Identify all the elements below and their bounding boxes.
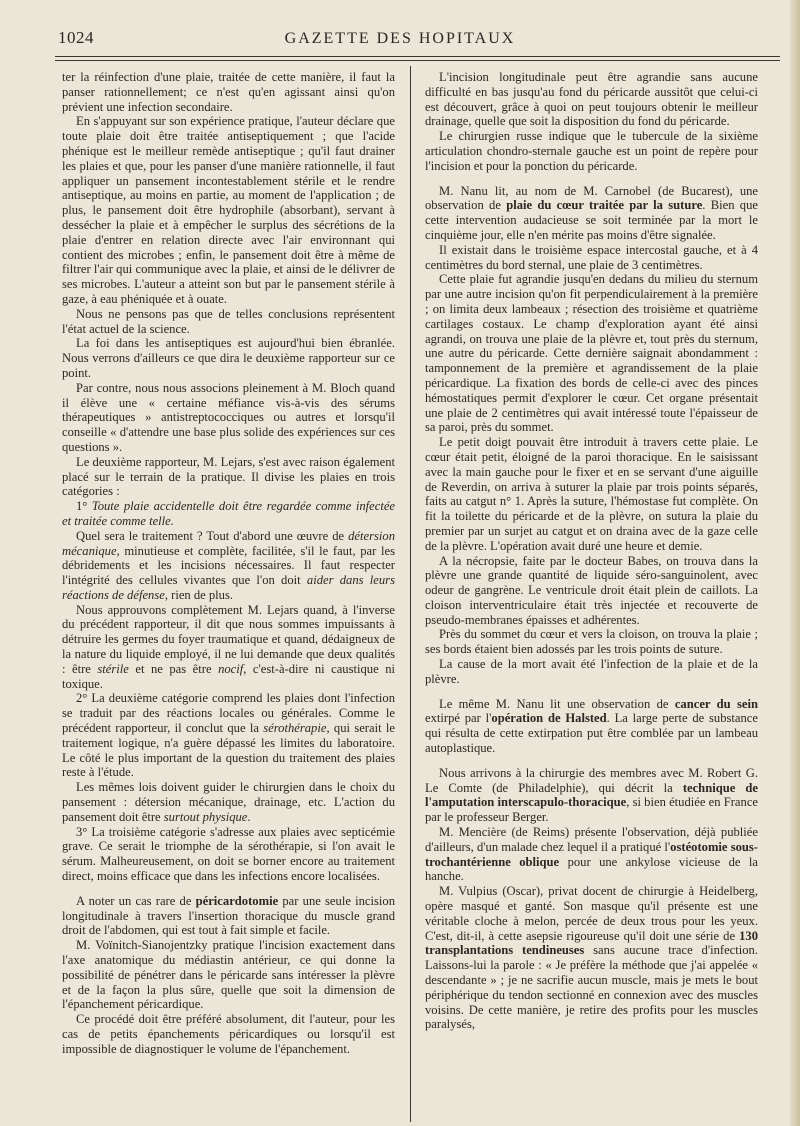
paragraph: M. Voïnitch-Sianojentzky pratique l'incision exactement dans l'axe anatomique du médiastin antérieur, ce qui donne la possibilité de pénétrer dans le péricarde sans intéresser la plèvre et de la façon la plus sûre, quelle que soit la dimension de l'épanchement péricardique. (62, 938, 395, 1012)
header-rule-thin (55, 60, 780, 61)
header-rule (55, 56, 780, 57)
page-edge (790, 0, 800, 1126)
running-title: GAZETTE DES HOPITAUX (284, 30, 516, 47)
paragraph: Nous arrivons à la chirurgie des membres avec M. Robert G. Le Comte (de Philadelphie), qui décrit la technique de l'amputation interscapulo-thoracique, si bien étudiée en France par le professeur Berger. (425, 765, 758, 825)
paragraph: A noter un cas rare de péricardotomie par une seule incision longitudinale à travers l'insertion thoracique du muscle grand droit de l'abdomen, qui est tout à fait simple et facile. (62, 893, 395, 938)
paragraph: M. Nanu lit, au nom de M. Carnobel (de Bucarest), une observation de plaie du cœur traitée par la suture. Bien que cette intervention audacieuse se soit terminée par la mort le cinquième jour, elle n'en mérite pas moins d'être signalée. (425, 183, 758, 242)
paragraph: En s'appuyant sur son expérience pratique, l'auteur déclare que toute plaie doit être traitée antiseptiquement ; que l'acide phénique est le meilleur remède antiseptique ; qu'il faut drainer les plaies et que, pour les panser d'une manière rationnelle, il faut appliquer un pansement incontestablement stérile et le rendre antiseptique, au moins en partie, au moment de l'application ; de plus, le pansement doit être hydrophile (absorbant), servant à dessécher la plaie et à empêcher le surplus des sécrétions de la plaie d'entrer en relation directe avec l'air environnant qui contient des microbes ; enfin, le pansement doit être à même de filtrer l'air qui communique avec la plaie, et ainsi de le délivrer de ses microbes. L'auteur a atteint son but par le pansement stérile à gaze, à eau phéniquée et à ouate. (62, 114, 395, 306)
paragraph: Ce procédé doit être préféré absolument, dit l'auteur, pour les cas de petits épanchements péricardiques ou lorsqu'il est impossible de diagnostiquer le volume de l'épanchement. (62, 1012, 395, 1056)
paragraph: M. Vulpius (Oscar), privat docent de chirurgie à Heidelberg, opère masqué et ganté. Son masque qu'il présente est une véritable cloche à melon, percée de deux trous pour les yeux. C'est, dit-il, à cette asepsie rigoureuse qu'il doit une série de 130 transplantations tendineuses sans aucune trace d'infection. Laissons-lui la parole : « Je préfère la méthode que j'ai appelée « descendante » ; je ne sacrifie aucun muscle, mais je mets le bout périphérique du tendon sectionné en connexion avec des muscles voisins. De cette manière, je retire des profits pour les muscles paralysés, (425, 884, 758, 1032)
paragraph: A la nécropsie, faite par le docteur Babes, on trouva dans la plèvre une grande quantité de liquide séro-sanguinolent, avec odeur de gangrène. Le ventricule droit était plein de caillots. La cloison interventriculaire était très injectée et recouverte de pseudo-membranes épaisses et adhérentes. (425, 553, 758, 627)
paragraph: Quel sera le traitement ? Tout d'abord une œuvre de détersion mécanique, minutieuse et complète, facilitée, s'il le faut, par les débridements et les incisions nécessaires. Il faut respecter l'intégrité des cellules vivantes que l'on doit aider dans leurs réactions de défense, rien de plus. (62, 528, 395, 602)
paragraph: Le même M. Nanu lit une observation de cancer du sein extirpé par l'opération de Halsted. La large perte de substance qui résulta de cette extirpation put être comblée par un lambeau autoplastique. (425, 696, 758, 756)
paragraph: 3° La troisième catégorie s'adresse aux plaies avec septicémie grave. Ce serait le triomphe de la sérothérapie, si l'on avait le sérum. Malheureusement, on doit se borner encore au traitement direct, moins efficace que dans les infections encore localisées. (62, 824, 395, 884)
paragraph: La foi dans les antiseptiques est aujourd'hui bien ébranlée. Nous verrons d'ailleurs ce que dira le deuxième rapporteur sur ce point. (62, 336, 395, 380)
paragraph: Le chirurgien russe indique que le tubercule de la sixième articulation chondro-sternale gauche est un point de repère pour l'incision et pour la ponction du péricarde. (425, 129, 758, 173)
paragraph: Le deuxième rapporteur, M. Lejars, s'est avec raison également placé sur le terrain de la pratique. Il divise les plaies en trois catégories : (62, 454, 395, 499)
left-column (62, 70, 395, 1120)
paragraph: Les mêmes lois doivent guider le chirurgien dans le choix du pansement : détersion mécanique, drainage, etc. L'action du pansement doit être surtout physique. (62, 780, 395, 824)
paragraph: 1° Toute plaie accidentelle doit être regardée comme infectée et traitée comme telle. (62, 499, 395, 528)
column-divider (410, 66, 411, 1122)
page-number: 1024 (58, 28, 94, 47)
paragraph: Le petit doigt pouvait être introduit à travers cette plaie. Le cœur était petit, éloigné de la paroi thoracique. En le saisissant avec la main gauche pour le fixer et en se servant d'une aiguille de Reverdin, on arriva à suturer la plaie par trois points séparés, faits au catgut n° 1. Après la suture, l'hémostase fut complète. On fit la toilette du péricarde et de la plèvre, on sutura la plaie du premier par un surjet au catgut et on draina avec de la gaze celle de la plèvre. L'opération avait duré une heure et demie. (425, 435, 758, 553)
paragraph: Nous ne pensons pas que de telles conclusions représentent l'état actuel de la science. (62, 306, 395, 336)
paragraph: La cause de la mort avait été l'infection de la plaie et de la plèvre. (425, 657, 758, 686)
paragraph: Cette plaie fut agrandie jusqu'en dedans du milieu du sternum par une autre incision qu'on fit perpendiculairement à la première ; on limita deux lambeaux ; résection des troisième et quatrième cartilages costaux. Le champ d'exploration ayant été ainsi agrandi, on trouva une plaie de la plèvre et, tout près du sternum, une autre du péricarde. Cette dernière saignait abondamment : tamponnement de la première et agrandissement de la plaie péricardique. La fixation des bords de celle-ci avec des pinces hémostatiques permit d'explorer le cœur. Cet organe présentait une plaie de 2 centimètres qui avait intéressé toute l'épaisseur de sa paroi, près du sommet. (425, 272, 758, 435)
paragraph: ter la réinfection d'une plaie, traitée de cette manière, il faut la panser rationnellement; ce n'est qu'en agissant ainsi qu'on prévient une infection secondaire. (62, 70, 395, 114)
paragraph: Par contre, nous nous associons pleinement à M. Bloch quand il élève une « certaine méfiance vis-à-vis des sérums thérapeutiques » antistreptococciques ou autres et lorsqu'il conseille « d'attendre une base plus solide des expériences sur ces questions ». (62, 380, 395, 454)
paragraph: Il existait dans le troisième espace intercostal gauche, et à 4 centimètres du bord sternal, une plaie de 3 centimètres. (425, 242, 758, 272)
paragraph: M. Mencière (de Reims) présente l'observation, déjà publiée d'ailleurs, d'un malade chez lequel il a pratiqué l'ostéotomie sous-trochantérienne oblique pour une ankylose vicieuse de la hanche. (425, 825, 758, 884)
paragraph: Nous approuvons complètement M. Lejars quand, à l'inverse du précédent rapporteur, il dit que nous sommes impuissants à détruire les germes du foyer traumatique et quand, dédaigneux de la nature du liquide employé, il ne lui demande que deux qualités : être stérile et ne pas être nocif, c'est-à-dire ni caustique ni toxique. (62, 602, 395, 691)
paragraph: 2° La deuxième catégorie comprend les plaies dont l'infection se traduit par des réactions locales ou générales. Comme le précédent rapporteur, il conclut que la sérothérapie, qui serait le traitement logique, n'a guère dépassé les limites du laboratoire. Le côté le plus important de la question du traitement des plaies reste à l'étude. (62, 691, 395, 780)
right-column (425, 70, 758, 1120)
paragraph: L'incision longitudinale peut être agrandie sans aucune difficulté en bas jusqu'au fond du péricarde aussitôt que celui-ci est découvert, grâce à quoi on peut toujours obtenir le meilleur drainage, quelle que soit la disposition du fond du péricarde. (425, 70, 758, 129)
page-header (0, 0, 800, 60)
paragraph: Près du sommet du cœur et vers la cloison, on trouva la plaie ; ses bords étaient bien adossés par les trois points de suture. (425, 627, 758, 657)
